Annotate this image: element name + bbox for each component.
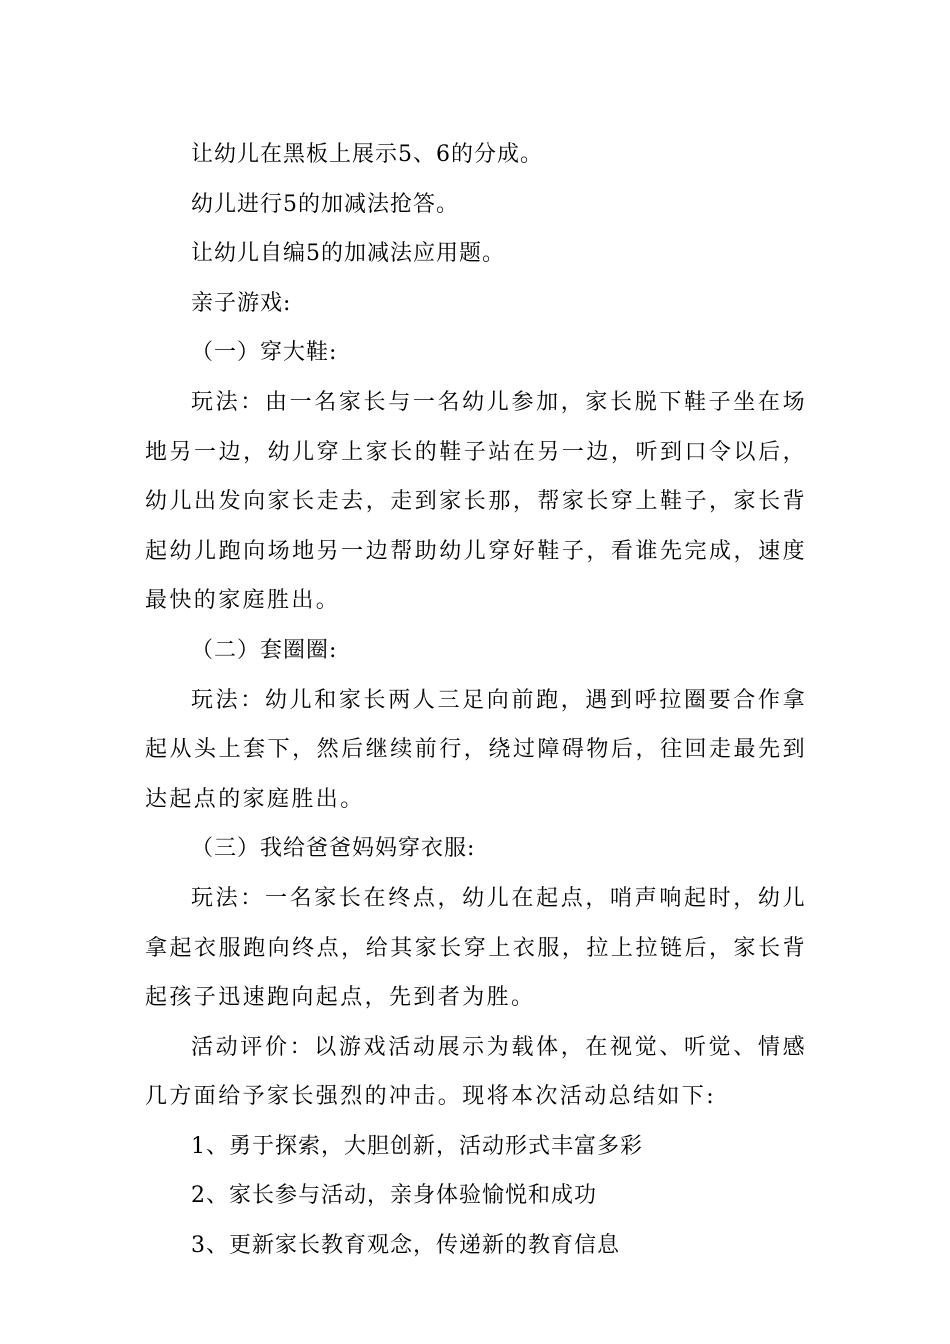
summary-item-1: 1、勇于探索，大胆创新，活动形式丰富多彩	[191, 1133, 643, 1159]
paragraph-game-2-rules: 玩法：幼儿和家长两人三足向前跑，遇到呼拉圈要合作拿起从头上套下，然后继续前行，绕过障碍物后，往回走最先到达起点的家庭胜出。	[145, 687, 807, 812]
paragraph-evaluation: 活动评价：以游戏活动展示为载体，在视觉、听觉、情感几方面给予家长强烈的冲击。现将本次活动总结如下:	[145, 1034, 807, 1110]
paragraph-game-1-rules: 玩法：由一名家长与一名幼儿参加，家长脱下鞋子坐在场地另一边，幼儿穿上家长的鞋子站在另一边，听到口令以后，幼儿出发向家长走去，走到家长那，帮家长穿上鞋子，家长背起幼儿跑向场地另一边帮助幼儿穿好鞋子，看谁先完成，速度最快的家庭胜出。	[145, 389, 807, 614]
heading-game-2: （二）套圈圈:	[191, 637, 338, 663]
heading-parent-child-games: 亲子游戏:	[191, 290, 292, 316]
document-body	[145, 130, 807, 1271]
paragraph-quick-answer: 幼儿进行5的加减法抢答。	[191, 191, 459, 217]
heading-game-3: （三）我给爸爸妈妈穿衣服:	[191, 836, 476, 862]
paragraph-word-problems: 让幼儿自编5的加减法应用题。	[191, 241, 505, 267]
paragraph-number-decomposition: 让幼儿在黑板上展示5、6的分成。	[191, 142, 543, 167]
summary-item-2: 2、家长参与活动，亲身体验愉悦和成功	[191, 1183, 597, 1209]
heading-game-1: （一）穿大鞋:	[191, 340, 338, 366]
summary-item-3: 3、更新家长教育观念，传递新的教育信息	[191, 1233, 620, 1259]
paragraph-game-3-rules: 玩法：一名家长在终点，幼儿在起点，哨声响起时，幼儿拿起衣服跑向终点，给其家长穿上衣服，拉上拉链后，家长背起孩子迅速跑向起点，先到者为胜。	[145, 885, 807, 1011]
